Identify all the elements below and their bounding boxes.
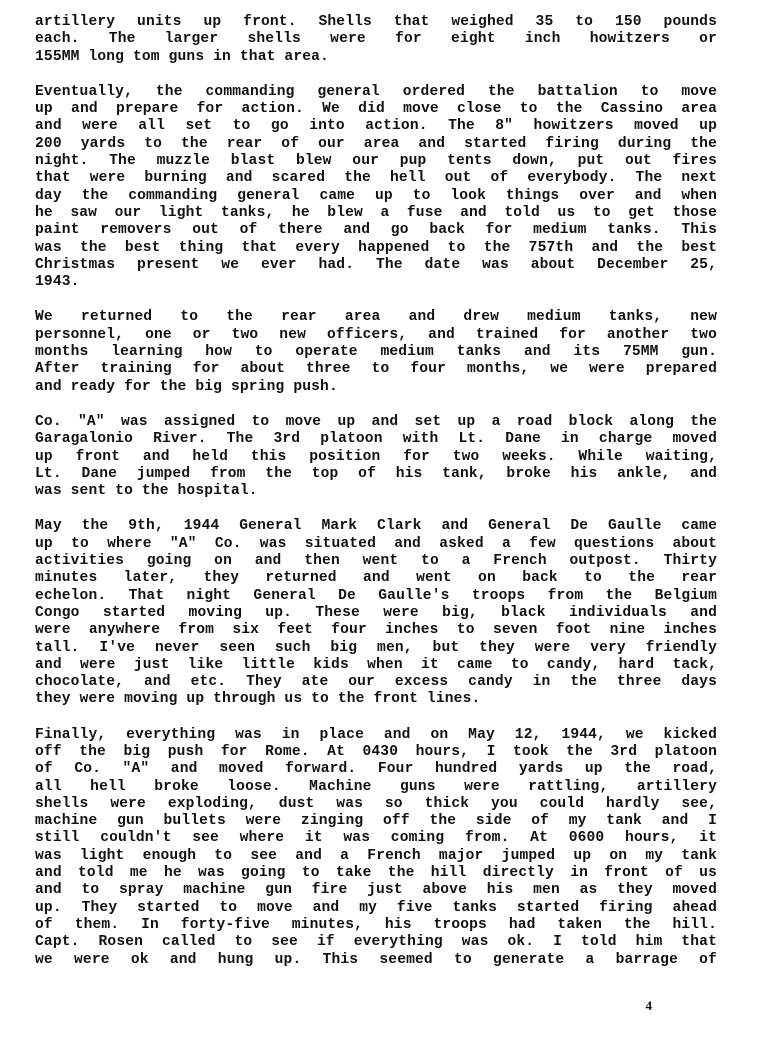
text-line: he saw our light tanks, he blew a fuse and told us to get those	[35, 204, 717, 221]
text-line: 1943.	[35, 274, 80, 291]
text-line: Garagalonio River. The 3rd platoon with Lt. Dane in charge moved	[35, 431, 717, 448]
text-line: up to where "A" Co. was situated and asked a few questions about	[35, 535, 717, 552]
text-line: months learning how to operate medium tanks and its 75MM gun.	[35, 344, 717, 361]
text-line: Co. "A" was assigned to move up and set up a road block along the	[35, 413, 717, 430]
text-line: that were burning and scared the hell out of everybody. The next	[35, 170, 717, 187]
paragraph	[35, 84, 717, 292]
text-line: machine gun bullets were zinging off the side of my tank and I	[35, 813, 717, 830]
text-line: We returned to the rear area and drew medium tanks, new	[35, 309, 717, 326]
text-line: Congo started moving up. These were big, black individuals and	[35, 604, 717, 621]
text-line: day the commanding general came up to look things over and when	[35, 187, 717, 204]
text-line: minutes later, they returned and went on back to the rear	[35, 570, 717, 587]
text-line: was the best thing that every happened to the 757th and the best	[35, 239, 717, 256]
text-line: was light enough to see and a French major jumped up on my tank	[35, 847, 717, 864]
text-line: After training for about three to four months, we were prepared	[35, 361, 717, 378]
text-line: and ready for the big spring push.	[35, 378, 338, 395]
text-line: off the big push for Rome. At 0430 hours, I took the 3rd platoon	[35, 743, 717, 760]
text-line: tall. I've never seen such big men, but they were very friendly	[35, 639, 717, 656]
text-line: May the 9th, 1944 General Mark Clark and General De Gaulle came	[35, 518, 717, 535]
text-line: and were just like little kids when it came to candy, hard tack,	[35, 656, 717, 673]
text-line: Lt. Dane jumped from the top of his tank, broke his ankle, and	[35, 465, 717, 482]
text-line: artillery units up front. Shells that weighed 35 to 150 pounds	[35, 14, 717, 30]
text-line: paint removers out of there and go back for medium tanks. This	[35, 222, 717, 239]
text-line: chocolate, and etc. They ate our excess candy in the three days	[35, 674, 717, 691]
text-line: of them. In forty-five minutes, his troops had taken the hill.	[35, 916, 717, 933]
text-line: 155MM long tom guns in that area.	[35, 48, 329, 65]
paragraph	[35, 414, 717, 500]
text-line: Finally, everything was in place and on May 12, 1944, we kicked	[35, 726, 717, 743]
text-line: and were all set to go into action. The 8" howitzers moved up	[35, 118, 717, 135]
text-line: Eventually, the commanding general ordered the battalion to move	[35, 83, 717, 100]
body-text	[35, 14, 717, 987]
paragraph	[35, 14, 717, 66]
text-line: shells were exploding, dust was so thick you could hardly see,	[35, 795, 717, 812]
paragraph	[35, 727, 717, 969]
text-line: Christmas present we ever had. The date was about December 25,	[35, 256, 717, 273]
text-line: they were moving up through us to the front lines.	[35, 691, 481, 708]
text-line: each. The larger shells were for eight inch howitzers or	[35, 31, 717, 48]
text-line: was sent to the hospital.	[35, 483, 258, 500]
text-line: echelon. That night General De Gaulle's troops from the Belgium	[35, 587, 717, 604]
text-line: up and prepare for action. We did move close to the Cassino area	[35, 101, 717, 118]
paragraph	[35, 309, 717, 395]
text-line: and to spray machine gun fire just above his men as they moved	[35, 882, 717, 899]
text-line: of Co. "A" and moved forward. Four hundred yards up the road,	[35, 761, 717, 778]
text-line: night. The muzzle blast blew our pup tents down, put out fires	[35, 153, 717, 170]
text-line: up front and held this position for two weeks. While waiting,	[35, 448, 717, 465]
text-line: still couldn't see where it was coming from. At 0600 hours, it	[35, 830, 717, 847]
text-line: personnel, one or two new officers, and trained for another two	[35, 326, 717, 343]
text-line: 200 yards to the rear of our area and started firing during the	[35, 135, 717, 152]
paragraph	[35, 518, 717, 708]
text-line: and told me he was going to take the hill directly in front of us	[35, 865, 717, 882]
page-number: 4	[645, 998, 652, 1013]
text-line: Capt. Rosen called to see if everything was ok. I told him that	[35, 934, 717, 951]
text-line: activities going on and then went to a French outpost. Thirty	[35, 553, 717, 570]
text-line: up. They started to move and my five tanks started firing ahead	[35, 899, 717, 916]
text-line: we were ok and hung up. This seemed to generate a barrage of	[35, 951, 717, 968]
text-line: were anywhere from six feet four inches to seven foot nine inches	[35, 622, 717, 639]
text-line: all hell broke loose. Machine guns were rattling, artillery	[35, 778, 717, 795]
